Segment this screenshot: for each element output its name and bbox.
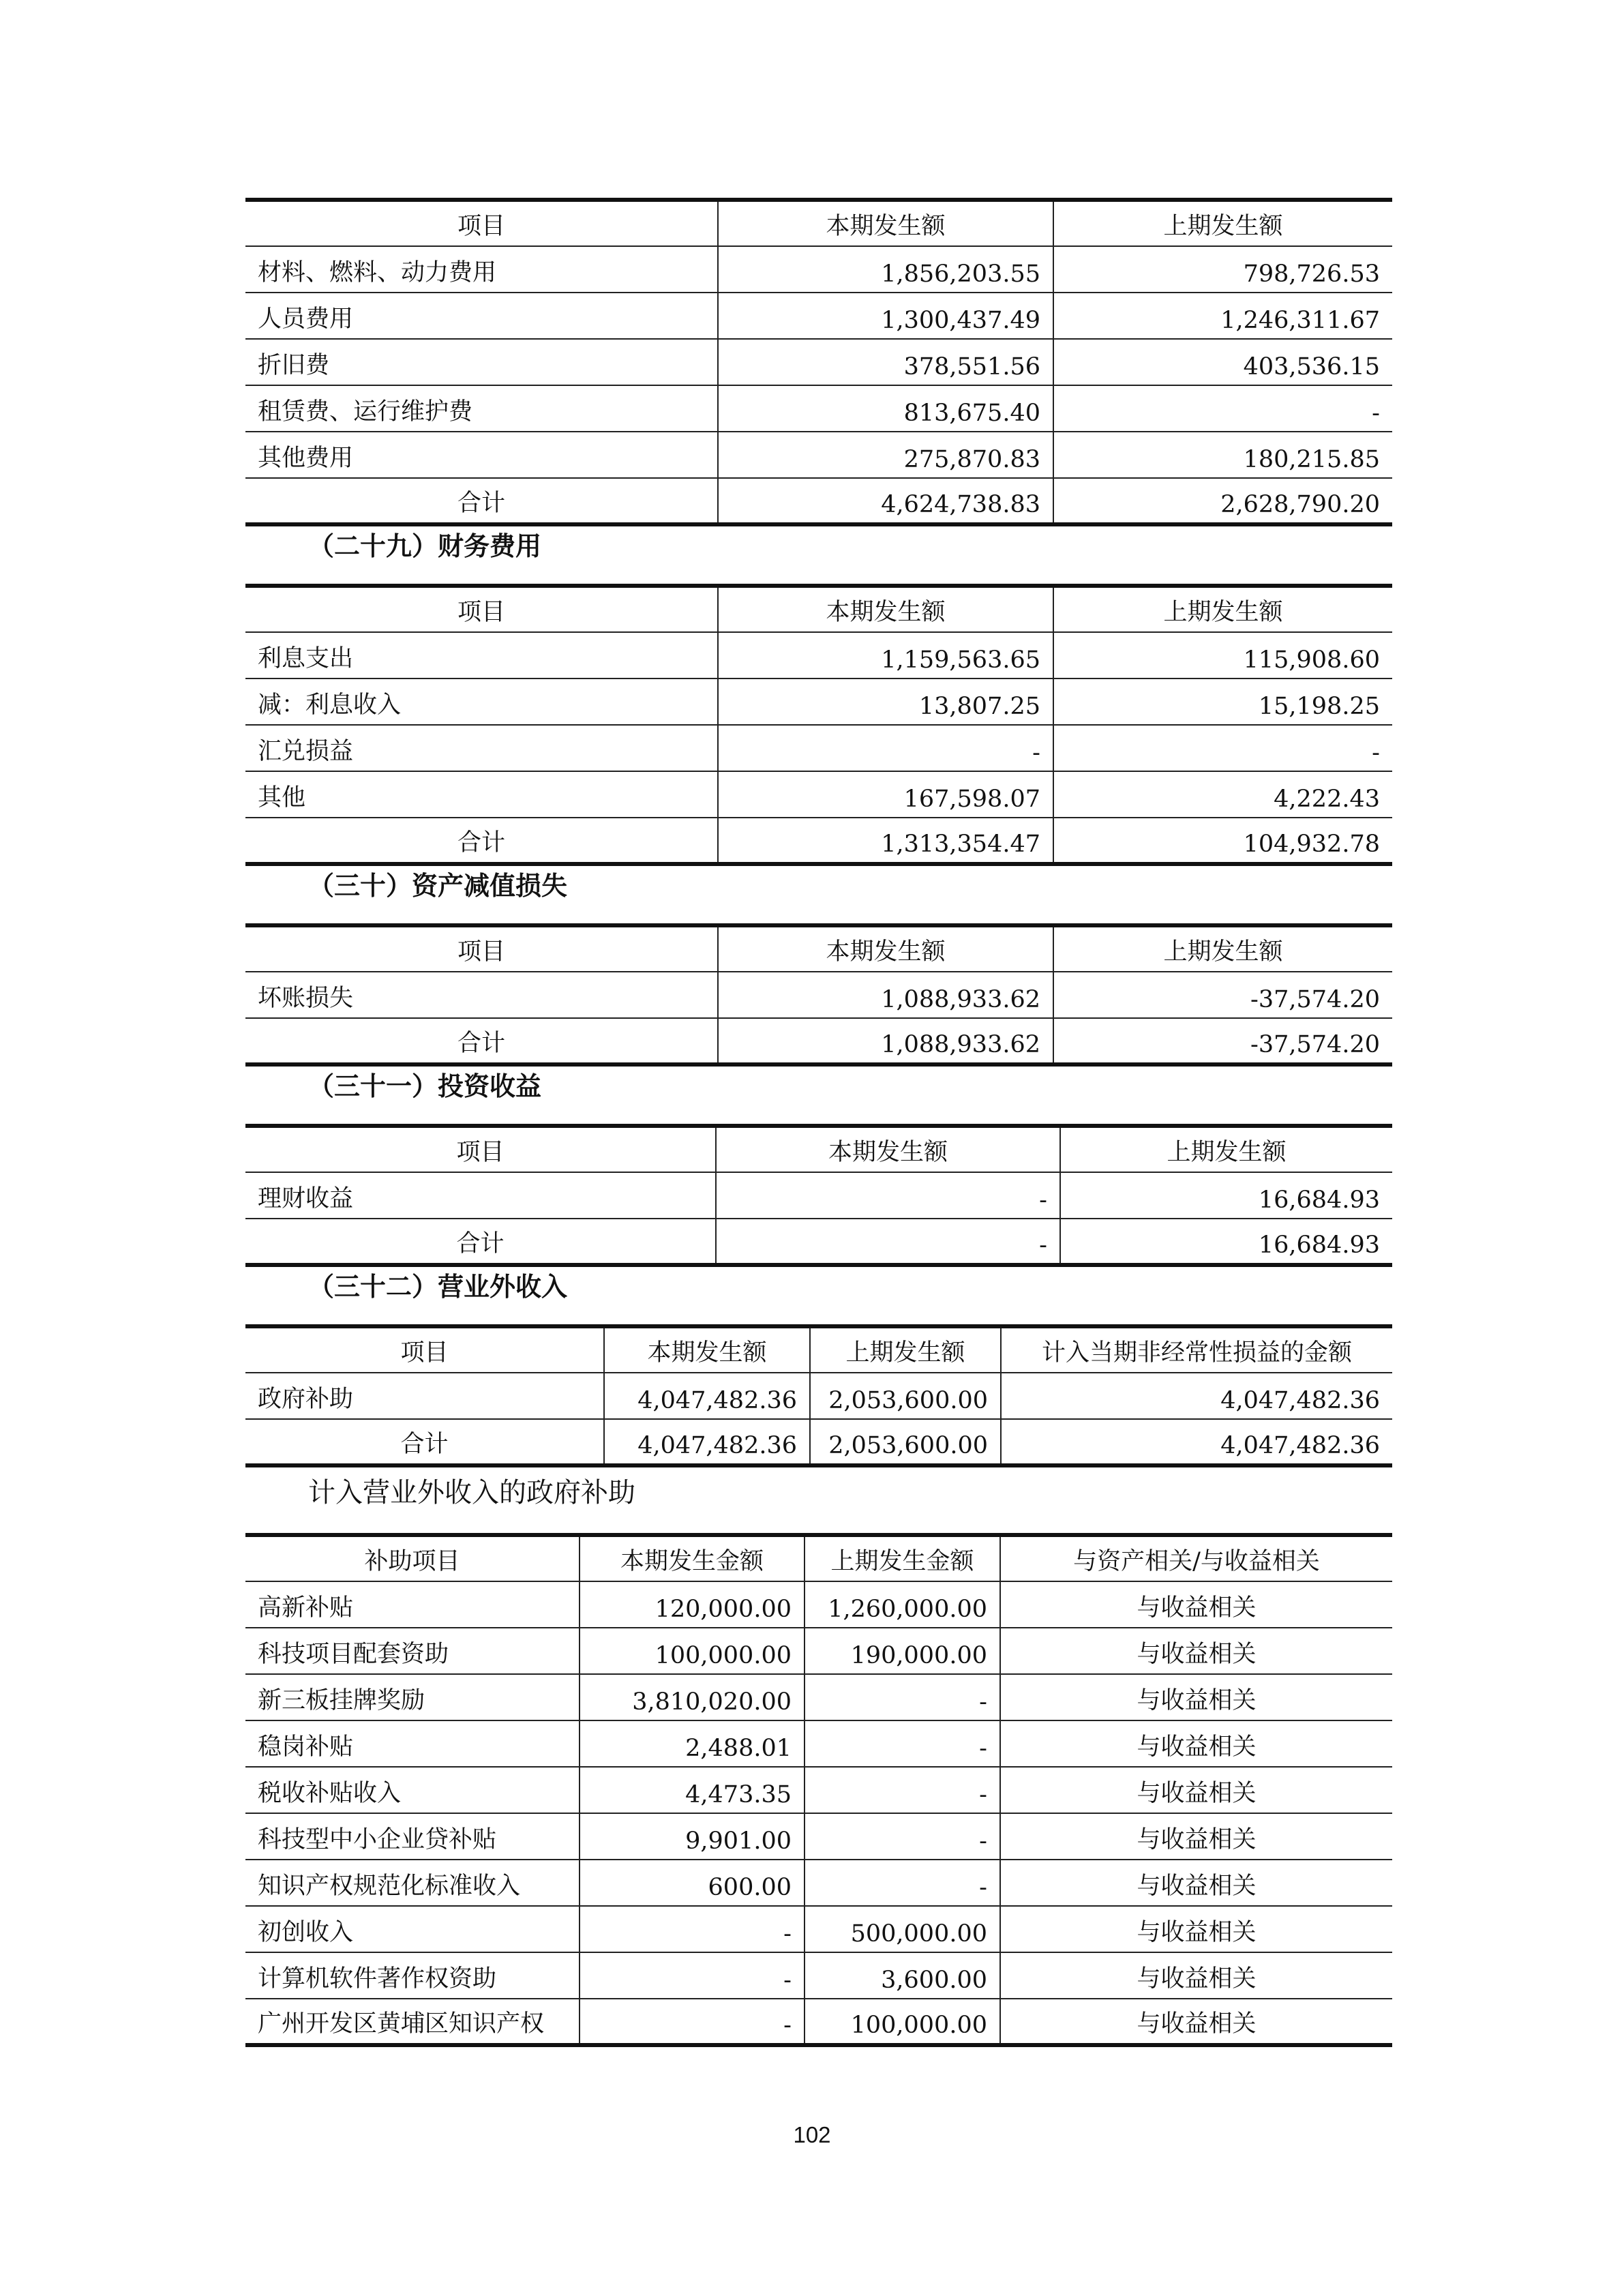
total-previous: 16,684.93 <box>1060 1219 1392 1265</box>
previous-amount: - <box>805 1767 1000 1813</box>
previous-amount: 115,908.60 <box>1053 632 1392 679</box>
previous-amount: 500,000.00 <box>805 1906 1000 1952</box>
table-row <box>245 246 1392 293</box>
row-label: 计算机软件著作权资助 <box>245 1952 580 1999</box>
row-label: 折旧费 <box>245 339 718 385</box>
table-row <box>245 1172 1392 1219</box>
current-amount: 1,088,933.62 <box>718 972 1053 1018</box>
row-label: 新三板挂牌奖励 <box>245 1674 580 1720</box>
total-current: 4,624,738.83 <box>718 478 1053 524</box>
table-row <box>245 1906 1392 1952</box>
table-row <box>245 1813 1392 1860</box>
row-label: 知识产权规范化标准收入 <box>245 1860 580 1906</box>
header-relation: 与资产相关/与收益相关 <box>1000 1535 1392 1581</box>
current-amount: 3,810,020.00 <box>580 1674 805 1720</box>
previous-amount: 190,000.00 <box>805 1628 1000 1674</box>
current-amount: - <box>716 1172 1060 1219</box>
total-row <box>245 818 1392 864</box>
current-amount: 1,300,437.49 <box>718 293 1053 339</box>
table-row <box>245 1952 1392 1999</box>
row-label: 稳岗补贴 <box>245 1720 580 1767</box>
current-amount: 167,598.07 <box>718 771 1053 818</box>
section-title-non-operating-income: （三十二）营业外收入 <box>308 1272 568 1302</box>
header-grant-item: 补助项目 <box>245 1535 580 1581</box>
row-label: 利息支出 <box>245 632 718 679</box>
row-label: 减：利息收入 <box>245 679 718 725</box>
previous-amount: 4,222.43 <box>1053 771 1392 818</box>
total-label: 合计 <box>245 818 718 864</box>
row-label: 汇兑损益 <box>245 725 718 771</box>
page-content <box>245 198 1392 2047</box>
current-amount: - <box>718 725 1053 771</box>
current-amount: 4,473.35 <box>580 1767 805 1813</box>
table-row <box>245 1999 1392 2045</box>
row-label: 税收补贴收入 <box>245 1767 580 1813</box>
header-item: 项目 <box>245 586 718 632</box>
current-amount: - <box>580 1999 805 2045</box>
table-header-row <box>245 1126 1392 1172</box>
table-row <box>245 293 1392 339</box>
relation: 与收益相关 <box>1000 1674 1392 1720</box>
total-previous: 104,932.78 <box>1053 818 1392 864</box>
previous-amount: 1,260,000.00 <box>805 1581 1000 1628</box>
previous-amount: - <box>805 1720 1000 1767</box>
subtitle-government-grants: 计入营业外收入的政府补助 <box>308 1477 635 1508</box>
table-row <box>245 972 1392 1018</box>
total-row <box>245 1219 1392 1265</box>
relation: 与收益相关 <box>1000 1581 1392 1628</box>
non-recurring-amount: 4,047,482.36 <box>1001 1373 1392 1419</box>
header-item: 项目 <box>245 1126 716 1172</box>
header-previous: 上期发生额 <box>1053 925 1392 972</box>
current-amount: 9,901.00 <box>580 1813 805 1860</box>
government-grants-table <box>245 1533 1392 2047</box>
total-current: - <box>716 1219 1060 1265</box>
table-row <box>245 1373 1392 1419</box>
row-label: 坏账损失 <box>245 972 718 1018</box>
current-amount: - <box>580 1952 805 1999</box>
current-amount: 600.00 <box>580 1860 805 1906</box>
header-previous: 上期发生额 <box>1060 1126 1392 1172</box>
total-label: 合计 <box>245 1419 604 1465</box>
table-row <box>245 1720 1392 1767</box>
table-row <box>245 771 1392 818</box>
header-current: 本期发生额 <box>718 200 1053 246</box>
header-current: 本期发生额 <box>604 1326 810 1373</box>
header-item: 项目 <box>245 200 718 246</box>
total-current: 1,088,933.62 <box>718 1018 1053 1064</box>
section-title-investment-income: （三十一）投资收益 <box>308 1071 542 1101</box>
table-row <box>245 1581 1392 1628</box>
current-amount: 1,159,563.65 <box>718 632 1053 679</box>
table-row <box>245 1767 1392 1813</box>
header-previous: 上期发生额 <box>1053 586 1392 632</box>
total-row <box>245 1419 1392 1465</box>
header-previous: 上期发生额 <box>810 1326 1001 1373</box>
current-amount: 1,856,203.55 <box>718 246 1053 293</box>
previous-amount: 180,215.85 <box>1053 432 1392 478</box>
header-previous: 上期发生额 <box>1053 200 1392 246</box>
current-amount: - <box>580 1906 805 1952</box>
previous-amount: 16,684.93 <box>1060 1172 1392 1219</box>
previous-amount: - <box>1053 725 1392 771</box>
header-current: 本期发生额 <box>718 586 1053 632</box>
relation: 与收益相关 <box>1000 1720 1392 1767</box>
current-amount: 2,488.01 <box>580 1720 805 1767</box>
row-label: 高新补贴 <box>245 1581 580 1628</box>
table-row <box>245 679 1392 725</box>
table-header-row <box>245 925 1392 972</box>
table-row <box>245 1674 1392 1720</box>
current-amount: 275,870.83 <box>718 432 1053 478</box>
relation: 与收益相关 <box>1000 1860 1392 1906</box>
previous-amount: 3,600.00 <box>805 1952 1000 1999</box>
page-number: 102 <box>793 2122 831 2147</box>
section-title-asset-impairment: （三十）资产减值损失 <box>308 871 568 901</box>
row-label: 政府补助 <box>245 1373 604 1419</box>
relation: 与收益相关 <box>1000 1952 1392 1999</box>
table-row <box>245 339 1392 385</box>
header-current: 本期发生额 <box>716 1126 1060 1172</box>
previous-amount: - <box>1053 385 1392 432</box>
header-item: 项目 <box>245 925 718 972</box>
header-previous: 上期发生金额 <box>805 1535 1000 1581</box>
non-operating-income-table <box>245 1324 1392 1467</box>
table-row <box>245 432 1392 478</box>
previous-amount: 403,536.15 <box>1053 339 1392 385</box>
total-label: 合计 <box>245 1219 716 1265</box>
current-amount: 4,047,482.36 <box>604 1373 810 1419</box>
total-row <box>245 478 1392 524</box>
total-non-recurring: 4,047,482.36 <box>1001 1419 1392 1465</box>
row-label: 材料、燃料、动力费用 <box>245 246 718 293</box>
total-label: 合计 <box>245 478 718 524</box>
row-label: 广州开发区黄埔区知识产权 <box>245 1999 580 2045</box>
table-row <box>245 1860 1392 1906</box>
previous-amount: 15,198.25 <box>1053 679 1392 725</box>
table-row <box>245 632 1392 679</box>
total-previous: 2,628,790.20 <box>1053 478 1392 524</box>
asset-impairment-table <box>245 923 1392 1067</box>
previous-amount: 1,246,311.67 <box>1053 293 1392 339</box>
relation: 与收益相关 <box>1000 1813 1392 1860</box>
table-row <box>245 1628 1392 1674</box>
previous-amount: 2,053,600.00 <box>810 1373 1001 1419</box>
header-current: 本期发生额 <box>718 925 1053 972</box>
row-label: 科技型中小企业贷补贴 <box>245 1813 580 1860</box>
financial-expense-table <box>245 584 1392 866</box>
row-label: 初创收入 <box>245 1906 580 1952</box>
table-header-row <box>245 200 1392 246</box>
previous-amount: 798,726.53 <box>1053 246 1392 293</box>
table-row <box>245 725 1392 771</box>
current-amount: 378,551.56 <box>718 339 1053 385</box>
relation: 与收益相关 <box>1000 1628 1392 1674</box>
total-previous: -37,574.20 <box>1053 1018 1392 1064</box>
previous-amount: - <box>805 1813 1000 1860</box>
investment-income-table <box>245 1124 1392 1267</box>
table-row <box>245 385 1392 432</box>
total-current: 4,047,482.36 <box>604 1419 810 1465</box>
previous-amount: 100,000.00 <box>805 1999 1000 2045</box>
current-amount: 100,000.00 <box>580 1628 805 1674</box>
row-label: 科技项目配套资助 <box>245 1628 580 1674</box>
rd-expense-table <box>245 198 1392 526</box>
relation: 与收益相关 <box>1000 1999 1392 2045</box>
row-label: 其他费用 <box>245 432 718 478</box>
current-amount: 13,807.25 <box>718 679 1053 725</box>
section-title-financial-expense: （二十九）财务费用 <box>308 531 542 561</box>
current-amount: 813,675.40 <box>718 385 1053 432</box>
table-header-row <box>245 1535 1392 1581</box>
current-amount: 120,000.00 <box>580 1581 805 1628</box>
total-current: 1,313,354.47 <box>718 818 1053 864</box>
header-non-recurring: 计入当期非经常性损益的金额 <box>1001 1326 1392 1373</box>
row-label: 其他 <box>245 771 718 818</box>
relation: 与收益相关 <box>1000 1767 1392 1813</box>
table-header-row <box>245 1326 1392 1373</box>
previous-amount: - <box>805 1674 1000 1720</box>
header-current: 本期发生金额 <box>580 1535 805 1581</box>
row-label: 理财收益 <box>245 1172 716 1219</box>
row-label: 租赁费、运行维护费 <box>245 385 718 432</box>
header-item: 项目 <box>245 1326 604 1373</box>
previous-amount: -37,574.20 <box>1053 972 1392 1018</box>
table-header-row <box>245 586 1392 632</box>
total-previous: 2,053,600.00 <box>810 1419 1001 1465</box>
row-label: 人员费用 <box>245 293 718 339</box>
total-row <box>245 1018 1392 1064</box>
relation: 与收益相关 <box>1000 1906 1392 1952</box>
previous-amount: - <box>805 1860 1000 1906</box>
total-label: 合计 <box>245 1018 718 1064</box>
